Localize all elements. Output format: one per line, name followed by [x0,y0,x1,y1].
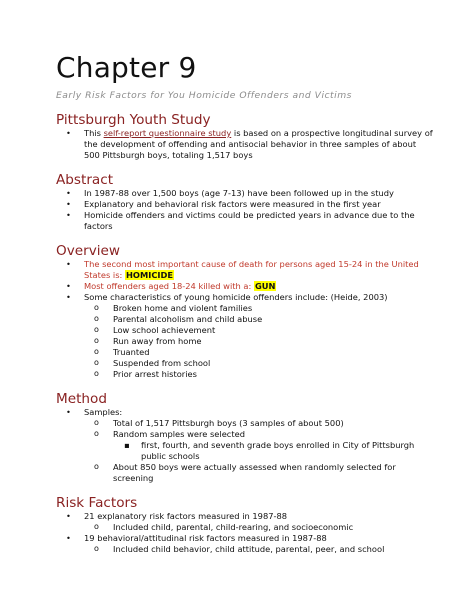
text-fragment: This [84,127,104,138]
list-item [56,128,434,161]
list-item-text: Some characteristics of young homicide offenders include: (Heide, 2003) [84,291,388,302]
bullet-icon: • [66,532,71,543]
bullet-icon: • [66,198,71,209]
list-item-text: Prior arrest histories [113,368,197,379]
sub-list-item [56,325,434,336]
list-item [56,511,434,522]
list-item-text: Broken home and violent families [113,302,253,313]
list-item-text: Truanted [113,346,150,357]
sub-sub-list-item [56,440,434,462]
list-item-text: Total of 1,517 Pittsburgh boys (3 samples of about 500) [113,417,344,428]
section-method [56,392,434,484]
list-item-text: 21 explanatory risk factors measured in 1987-88 [84,510,288,521]
square-bullet-icon: ▪ [124,439,130,450]
list-item-text: Samples: [84,406,123,417]
section-pittsburgh [56,113,434,161]
list-item-text: Suspended from school [113,357,211,368]
sub-list-item [56,314,434,325]
bullet-icon: • [66,187,71,198]
circle-bullet-icon: o [94,369,99,379]
list-item [56,210,434,232]
circle-bullet-icon: o [94,358,99,368]
circle-bullet-icon: o [94,544,99,554]
list-item-text: Explanatory and behavioral risk factors were measured in the first year [84,198,381,209]
sub-list-item [56,369,434,380]
list-item-text: Random samples were selected [113,428,245,439]
circle-bullet-icon: o [94,522,99,532]
circle-bullet-icon: o [94,303,99,313]
sub-list-item [56,358,434,369]
list-item-text: Low school achievement [113,324,216,335]
list-item-text: Run away from home [113,335,202,346]
circle-bullet-icon: o [94,336,99,346]
sub-list-item [56,347,434,358]
study-link[interactable]: self-report questionnaire study [103,127,232,138]
bullet-icon: • [66,406,71,417]
list-item-text: Most offenders aged 18-24 killed with a: [84,280,254,291]
bullet-icon: • [66,209,71,220]
bullet-icon: • [66,510,71,521]
list-item-text: In 1987-88 over 1,500 boys (age 7-13) have been followed up in the study [84,187,394,198]
sub-list-item [56,522,434,533]
bullet-icon: • [66,291,71,302]
list-item [56,407,434,418]
list-item [56,533,434,544]
list-item-text: Included child, parental, child-rearing, and socioeconomic [113,521,354,532]
list-item [56,199,434,210]
section-abstract [56,173,434,232]
list-item [56,188,434,199]
sub-list-item [56,418,434,429]
sub-list-item [56,336,434,347]
bullet-icon: • [66,258,71,269]
sub-list-item [56,544,434,555]
chapter-title: Chapter 9 [56,51,197,84]
text-fragment: is based on a prospective longitudinal survey of the development of offending and antisocial behavior in three samples of about 500 Pittsburgh boys, totaling 1,517 boys [84,127,433,160]
list-item-text: Included child behavior, child attitude, parental, peer, and school [113,543,385,554]
section-overview [56,244,434,380]
circle-bullet-icon: o [94,462,99,472]
list-item-text: Homicide offenders and victims could be predicted years in advance due to the factors [84,209,415,231]
list-item [56,292,434,303]
chapter-subtitle: Early Risk Factors for You Homicide Offenders and Victims [56,90,352,101]
list-item [56,259,434,281]
section-heading-risk-factors: Risk Factors [56,494,138,511]
list-item [56,281,434,292]
highlight-homicide: HOMICIDE [125,269,174,280]
section-heading-method: Method [56,390,107,407]
list-item-text: 19 behavioral/attitudinal risk factors measured in 1987-88 [84,532,327,543]
highlight-gun: GUN [254,280,276,291]
section-heading-abstract: Abstract [56,171,114,188]
section-heading-pittsburgh: Pittsburgh Youth Study [56,112,211,128]
list-item-text: About 850 boys were actually assessed when randomly selected for screening [113,461,396,483]
sub-list-item [56,303,434,314]
list-item-text: Parental alcoholism and child abuse [113,313,263,324]
circle-bullet-icon: o [94,429,99,439]
bullet-icon: • [66,280,71,291]
list-item-text: The second most important cause of death for persons aged 15-24 in the United States is: [84,258,419,280]
circle-bullet-icon: o [94,325,99,335]
section-risk-factors [56,496,434,555]
bullet-icon: • [66,127,71,138]
circle-bullet-icon: o [94,314,99,324]
sub-list-item [56,462,434,484]
circle-bullet-icon: o [94,347,99,357]
list-item-text: first, fourth, and seventh grade boys enrolled in City of Pittsburgh public schools [141,439,415,461]
sub-list-item [56,429,434,440]
circle-bullet-icon: o [94,418,99,428]
section-heading-overview: Overview [56,242,120,259]
